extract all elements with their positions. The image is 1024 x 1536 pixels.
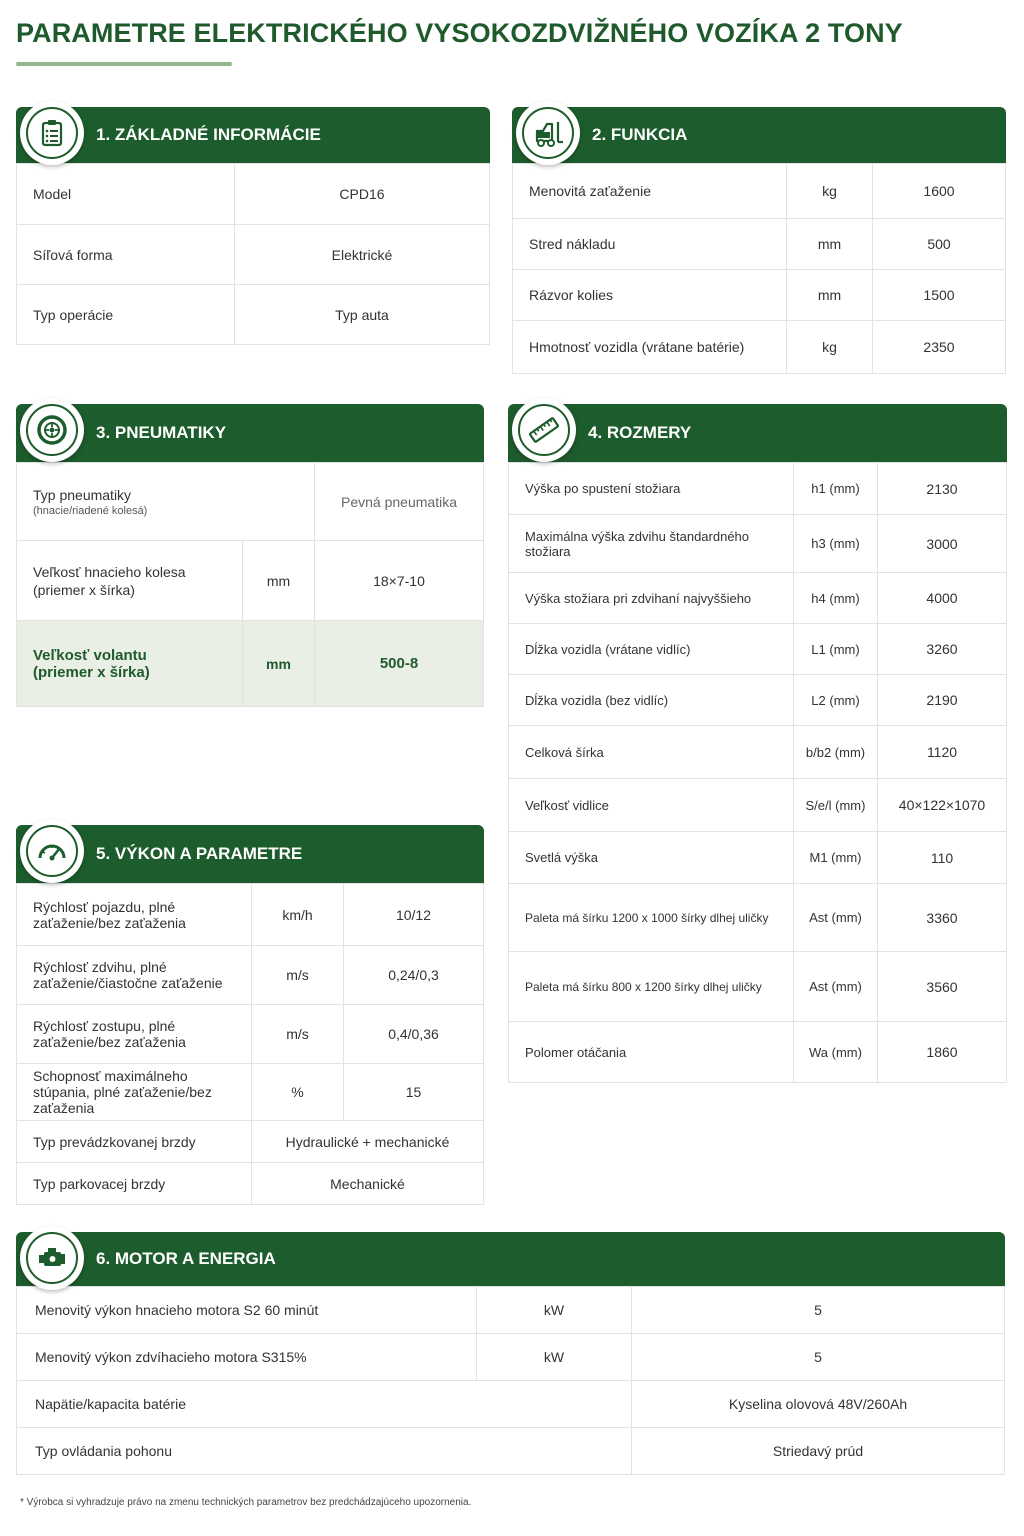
row-sublabel: (hnacie/riadené kolesá) [33,504,148,517]
table-row [17,1287,1005,1334]
row-label: Typ parkovacej brzdy [17,1163,252,1205]
motor-energy-table [16,1286,1005,1475]
row-value: 15 [344,1064,484,1121]
row-label: Výška po spustení stožiara [509,463,794,515]
dimensions-table [508,462,1007,1083]
table-row [17,1005,484,1064]
row-unit: Wa (mm) [794,1022,878,1083]
section-tires [16,404,484,707]
forklift-icon [516,101,580,165]
tires-table [16,462,484,707]
table-row [17,225,490,285]
row-value: 3260 [878,624,1007,675]
row-label: Model [17,164,235,225]
table-row-highlighted [17,621,484,707]
row-value: 3560 [878,952,1007,1022]
table-row [513,270,1006,321]
table-row [17,285,490,345]
row-unit: kg [787,321,873,374]
row-label: Rýchlosť zdvihu, plné zaťaženie/čiastočne zaťaženie [17,946,252,1005]
row-value: 10/12 [344,884,484,946]
row-value: 0,4/0,36 [344,1005,484,1064]
row-value: CPD16 [235,164,490,225]
row-label: Rýchlosť zostupu, plné zaťaženie/bez zaťaženia [17,1005,252,1064]
row-unit: L1 (mm) [794,624,878,675]
row-value: 500-8 [315,621,484,707]
section-title: 5. VÝKON A PARAMETRE [96,844,303,863]
row-value: 2130 [878,463,1007,515]
section-header [512,107,1006,163]
table-row [509,884,1007,952]
row-label: Menovitý výkon hnacieho motora S2 60 minút [17,1287,477,1334]
page-title: PARAMETRE ELEKTRICKÉHO VYSOKOZDVIŽNÉHO VOZÍKA 2 TONY [16,18,903,48]
table-row [509,952,1007,1022]
row-value: 1600 [873,164,1006,219]
footnote: * Výrobca si vyhradzuje právo na zmenu technických parametrov bez predchádzajúceho upozornenia. [20,1497,472,1508]
row-label: Rázvor kolies [513,270,787,321]
table-row [513,164,1006,219]
row-label-text: Veľkosť hnacieho kolesa [33,563,186,580]
row-unit: mm [787,270,873,321]
row-value: 0,24/0,3 [344,946,484,1005]
row-value: Kyselina olovová 48V/260Ah [632,1381,1005,1428]
row-unit: Ast (mm) [794,884,878,952]
table-row [509,832,1007,884]
row-value: 1500 [873,270,1006,321]
row-value: 2190 [878,675,1007,726]
row-label-text: Typ pneumatiky [33,486,132,503]
row-unit: Ast (mm) [794,952,878,1022]
row-label: Dĺžka vozidla (bez vidlíc) [509,675,794,726]
row-unit: mm [243,621,315,707]
section-title: 1. ZÁKLADNÉ INFORMÁCIE [96,125,321,144]
table-row [17,463,484,541]
row-value: 3000 [878,515,1007,573]
row-unit: kW [477,1334,632,1381]
row-unit: S/e/l (mm) [794,779,878,832]
row-label [17,463,315,541]
row-label: Maximálna výška zdvihu štandardného stožiara [509,515,794,573]
table-row [17,541,484,621]
row-label: Typ prevádzkovanej brzdy [17,1121,252,1163]
section-header [16,404,484,462]
row-unit: M1 (mm) [794,832,878,884]
section-header [16,107,490,163]
clipboard-icon [20,101,84,165]
table-row [17,1121,484,1163]
table-row [17,1064,484,1121]
row-label: Napätie/kapacita batérie [17,1381,632,1428]
row-label: Výška stožiara pri zdvihaní najvyššieho [509,573,794,624]
section-header [16,1232,1005,1286]
row-value: Striedavý prúd [632,1428,1005,1475]
section-header [508,404,1007,462]
title-underline [16,62,232,66]
row-label: Menovitá zaťaženie [513,164,787,219]
row-label [17,621,243,707]
section-title: 2. FUNKCIA [592,125,688,144]
row-unit: kg [787,164,873,219]
row-unit: h1 (mm) [794,463,878,515]
table-row [509,726,1007,779]
table-row [509,463,1007,515]
section-basic-info [16,107,490,345]
table-row [17,946,484,1005]
row-value: Pevná pneumatika [315,463,484,541]
row-unit: L2 (mm) [794,675,878,726]
table-row [17,884,484,946]
section-title: 6. MOTOR A ENERGIA [96,1249,276,1268]
row-value: Hydraulické + mechanické [252,1121,484,1163]
row-label: Typ ovládania pohonu [17,1428,632,1475]
speedometer-icon [20,819,84,883]
row-label: Celková šírka [509,726,794,779]
row-label: Svetlá výška [509,832,794,884]
row-value: 4000 [878,573,1007,624]
row-sublabel: (priemer x šírka) [33,663,150,681]
section-function [512,107,1006,374]
row-label [17,541,243,621]
row-value: 5 [632,1334,1005,1381]
table-row [509,624,1007,675]
row-value: 40×122×1070 [878,779,1007,832]
row-label: Veľkosť vidlice [509,779,794,832]
table-row [17,1381,1005,1428]
row-unit: mm [787,219,873,270]
row-unit: mm [243,541,315,621]
row-label: Stred nákladu [513,219,787,270]
table-row [509,779,1007,832]
table-row [509,675,1007,726]
row-label: Paleta má šírku 1200 x 1000 šírky dlhej uličky [509,884,794,952]
row-value: 18×7-10 [315,541,484,621]
row-value: 110 [878,832,1007,884]
table-row [509,573,1007,624]
row-unit: m/s [252,1005,344,1064]
row-unit: m/s [252,946,344,1005]
table-row [513,321,1006,374]
basic-info-table [16,163,490,345]
row-value: 2350 [873,321,1006,374]
row-unit: h4 (mm) [794,573,878,624]
function-table [512,163,1006,374]
row-value: Mechanické [252,1163,484,1205]
row-value: 1860 [878,1022,1007,1083]
section-performance [16,825,484,1205]
row-label: Síľová forma [17,225,235,285]
row-sublabel: (priemer x šírka) [33,581,135,598]
row-value: 500 [873,219,1006,270]
row-unit: km/h [252,884,344,946]
row-unit: h3 (mm) [794,515,878,573]
section-title: 3. PNEUMATIKY [96,423,227,442]
row-value: Elektrické [235,225,490,285]
row-label: Menovitý výkon zdvíhacieho motora S315% [17,1334,477,1381]
table-row [17,1334,1005,1381]
row-unit: % [252,1064,344,1121]
section-dimensions [508,404,1007,1083]
table-row [509,1022,1007,1083]
engine-icon [20,1226,84,1290]
row-label: Rýchlosť pojazdu, plné zaťaženie/bez zaťaženia [17,884,252,946]
table-row [17,1163,484,1205]
table-row [17,164,490,225]
row-label: Dĺžka vozidla (vrátane vidlíc) [509,624,794,675]
performance-table [16,883,484,1205]
table-row [513,219,1006,270]
ruler-icon [512,398,576,462]
section-title: 4. ROZMERY [588,423,692,442]
row-value: Typ auta [235,285,490,345]
table-row [17,1428,1005,1475]
row-label: Polomer otáčania [509,1022,794,1083]
row-unit: kW [477,1287,632,1334]
tire-icon [20,398,84,462]
table-row [509,515,1007,573]
row-label: Paleta má šírku 800 x 1200 šírky dlhej uličky [509,952,794,1022]
row-label: Hmotnosť vozidla (vrátane batérie) [513,321,787,374]
section-motor-energy [16,1232,1005,1475]
row-label: Typ operácie [17,285,235,345]
section-header [16,825,484,883]
row-value: 1120 [878,726,1007,779]
row-label: Schopnosť maximálneho stúpania, plné zaťaženie/bez zaťaženia [17,1064,252,1121]
row-unit: b/b2 (mm) [794,726,878,779]
row-value: 5 [632,1287,1005,1334]
row-label-text: Veľkosť volantu [33,646,147,664]
row-value: 3360 [878,884,1007,952]
